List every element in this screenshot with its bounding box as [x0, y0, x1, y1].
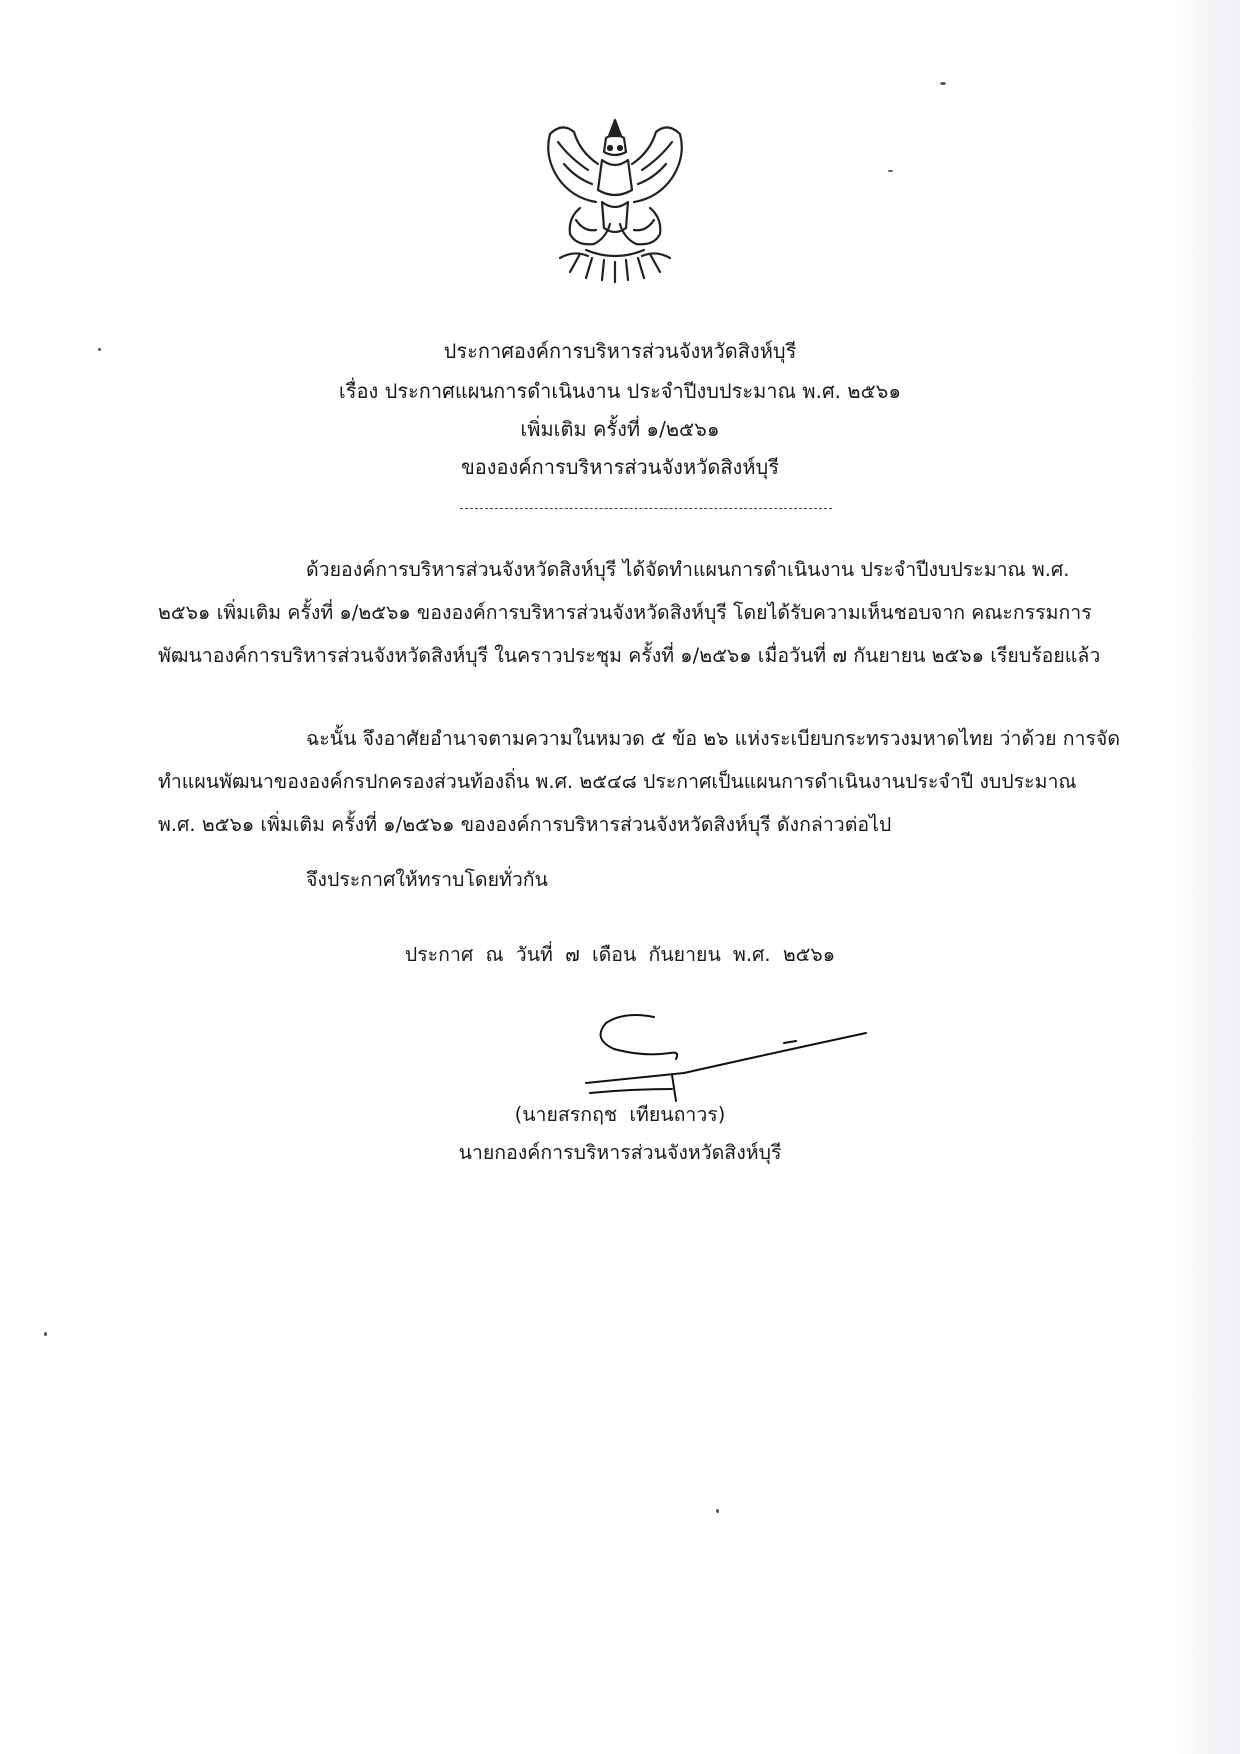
scan-speck: [888, 170, 893, 172]
announcement-dateline: ประกาศ ณ วันที่ ๗ เดือน กันยายน พ.ศ. ๒๕๖๑: [404, 943, 836, 966]
announcement-subject: เรื่อง ประกาศแผนการดำเนินงาน ประจำปีงบประมาณ พ.ศ. ๒๕๖๑: [338, 379, 902, 403]
announcement-title: ประกาศองค์การบริหารส่วนจังหวัดสิงห์บุรี: [443, 339, 797, 363]
handwritten-signature: [584, 1005, 874, 1105]
body-paragraph-2: [158, 717, 1120, 846]
scan-speck: [44, 1332, 47, 1336]
scan-edge-shadow: [1178, 0, 1240, 1754]
scan-speck: [940, 82, 946, 85]
signatory-name: (นายสรกฤช เทียนถาวร): [514, 1103, 726, 1126]
scan-speck: [716, 1509, 719, 1513]
body-paragraph-2-text: ฉะนั้น จึงอาศัยอำนาจตามความในหมวด ๕ ข้อ ๒๖ แห่งระเบียบกระทรวงมหาดไทย ว่าด้วย การจัดทำแผนพัฒนาขององค์กรปกครองส่วนท้องถิ่น พ.ศ. ๒๕๔๘ ประกาศเป็นแผนการดำเนินงานประจำปี งบประมาณ พ.ศ. ๒๕๖๑ เพิ่มเติม ครั้งที่ ๑/๒๕๖๑ ขององค์การบริหารส่วนจังหวัดสิงห์บุรี ดังกล่าวต่อไป: [158, 727, 1121, 836]
announcement-amendment: เพิ่มเติม ครั้งที่ ๑/๒๕๖๑: [520, 417, 720, 441]
garuda-emblem-icon: [540, 112, 690, 284]
signatory-position: นายกองค์การบริหารส่วนจังหวัดสิงห์บุรี: [458, 1141, 782, 1164]
closing-statement: จึงประกาศให้ทราบโดยทั่วกัน: [306, 868, 548, 891]
body-paragraph-1-text: ด้วยองค์การบริหารส่วนจังหวัดสิงห์บุรี ได้จัดทำแผนการดำเนินงาน ประจำปีงบประมาณ พ.ศ. ๒๕๖๑ เพิ่มเติม ครั้งที่ ๑/๒๕๖๑ ขององค์การบริหารส่วนจังหวัดสิงห์บุรี โดยได้รับความเห็นชอบจาก คณะกรรมการพัฒนาองค์การบริหารส่วนจังหวัดสิงห์บุรี ในคราวประชุม ครั้งที่ ๑/๒๕๖๑ เมื่อวันที่ ๗ กันยายน ๒๕๖๑ เรียบร้อยแล้ว: [158, 558, 1101, 667]
body-paragraph-1: [158, 548, 1120, 677]
announcement-organization: ขององค์การบริหารส่วนจังหวัดสิงห์บุรี: [461, 455, 779, 479]
title-divider: [460, 508, 832, 509]
